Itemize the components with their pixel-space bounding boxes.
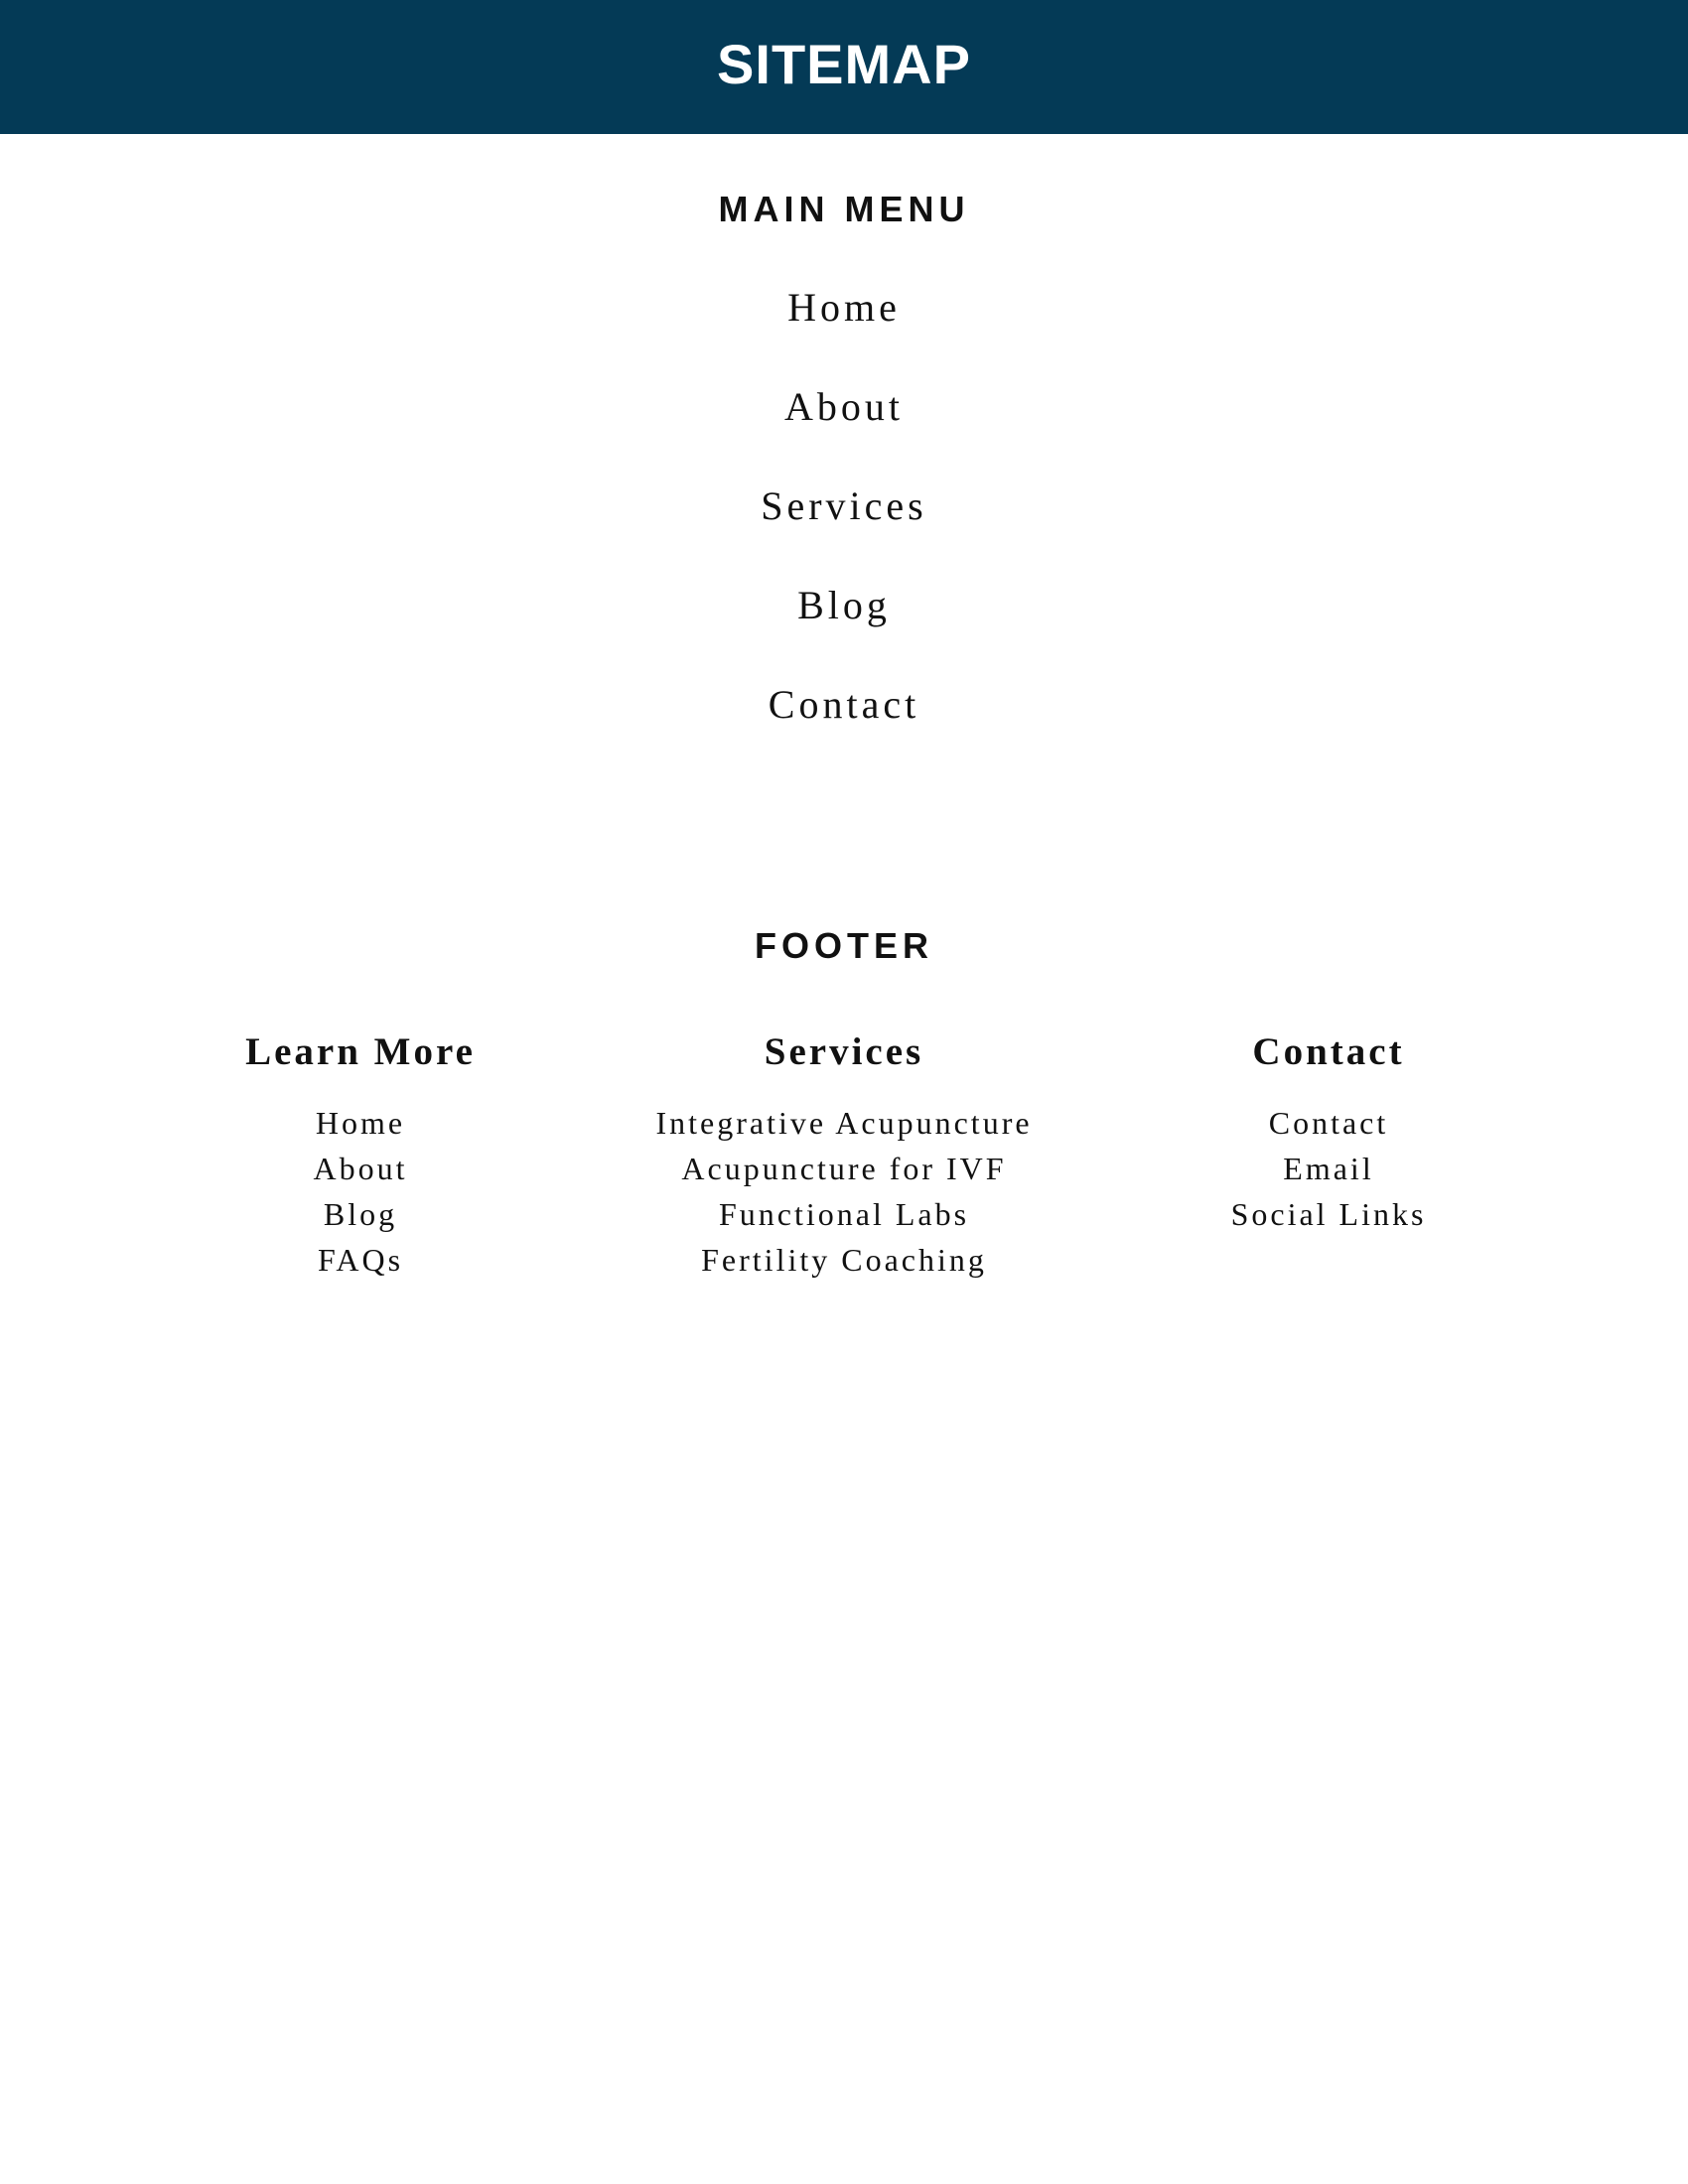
main-menu-heading: MAIN MENU bbox=[718, 189, 970, 229]
header-bar bbox=[0, 0, 1688, 134]
footer-link-email[interactable]: Email bbox=[1283, 1151, 1374, 1186]
main-menu-item-contact[interactable]: Contact bbox=[768, 682, 920, 727]
footer-link-blog[interactable]: Blog bbox=[323, 1196, 398, 1232]
footer-link-faqs[interactable]: FAQs bbox=[317, 1242, 404, 1278]
footer-link-social-links[interactable]: Social Links bbox=[1230, 1196, 1427, 1232]
footer-link-fertility-coaching[interactable]: Fertility Coaching bbox=[701, 1242, 987, 1278]
footer-link-home[interactable]: Home bbox=[315, 1105, 406, 1141]
footer-link-contact[interactable]: Contact bbox=[1268, 1105, 1389, 1141]
footer-link-acupuncture-for-ivf[interactable]: Acupuncture for IVF bbox=[681, 1151, 1007, 1186]
footer-link-about[interactable]: About bbox=[313, 1151, 408, 1186]
footer-column-services bbox=[596, 1023, 1092, 1283]
main-menu-item-about[interactable]: About bbox=[784, 384, 904, 429]
footer-heading: FOOTER bbox=[755, 925, 933, 966]
main-menu-item-services[interactable]: Services bbox=[761, 483, 927, 528]
footer-link-integrative-acupuncture[interactable]: Integrative Acupuncture bbox=[655, 1105, 1033, 1141]
footer-column-learn-more bbox=[112, 1023, 609, 1283]
page-title: SITEMAP bbox=[717, 33, 971, 95]
footer-column-contact bbox=[1080, 1023, 1577, 1237]
footer-link-functional-labs[interactable]: Functional Labs bbox=[718, 1196, 970, 1232]
footer-column-title: Learn More bbox=[245, 1030, 476, 1073]
main-menu-item-blog[interactable]: Blog bbox=[797, 583, 891, 627]
main-menu-item-home[interactable]: Home bbox=[787, 285, 901, 330]
footer-column-title: Services bbox=[764, 1030, 924, 1073]
footer-column-title: Contact bbox=[1252, 1030, 1405, 1073]
